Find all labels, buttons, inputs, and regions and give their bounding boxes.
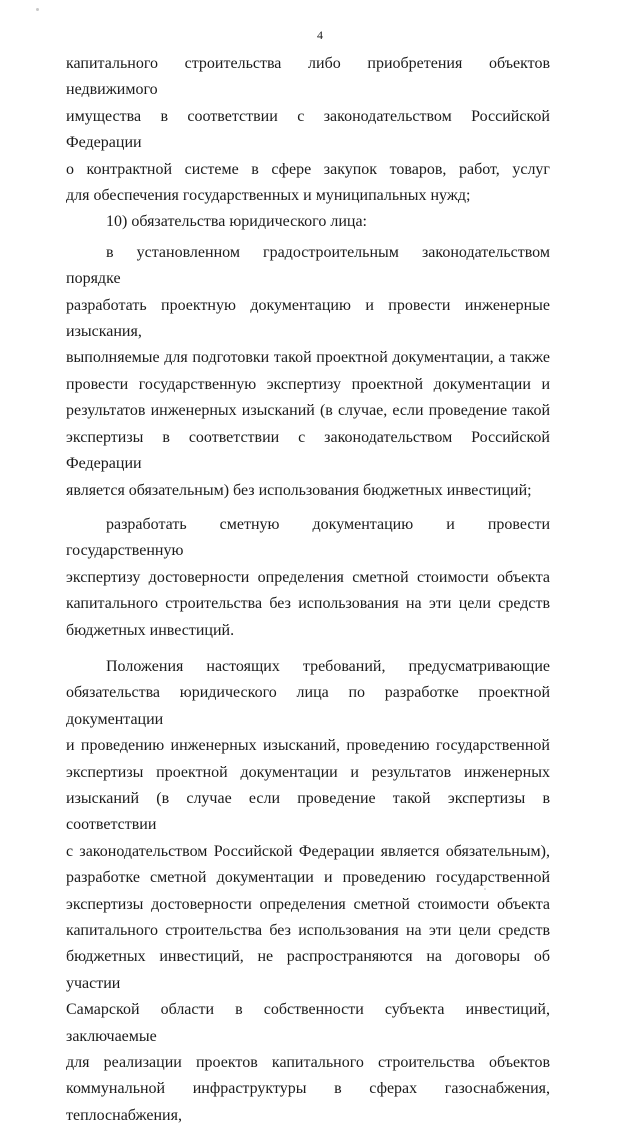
text-line: имущества в соответствии с законодательством Российской Федерации xyxy=(66,107,550,152)
paragraph xyxy=(66,51,550,209)
text-line: для обеспечения государственных и муниципальных нужд; xyxy=(66,187,471,205)
text-line: разработать проектную документацию и провести инженерные изыскания, xyxy=(66,296,550,341)
paragraph xyxy=(66,654,550,1129)
paragraph xyxy=(66,240,550,504)
text-line: Самарской области в собственности субъекта инвестиций, заключаемые xyxy=(66,1001,550,1045)
text-line: в установленном градостроительным законодательством порядке xyxy=(66,243,550,288)
text-line: изысканий (в случае если проведение такой экспертизы в соответствии xyxy=(66,789,550,834)
text-line: является обязательным) без использования бюджетных инвестиций; xyxy=(66,481,532,499)
text-line: бюджетных инвестиций. xyxy=(66,621,235,639)
text-line: бюджетных инвестиций, не распространяются на договоры об участии xyxy=(66,948,550,992)
page-number: 4 xyxy=(317,28,323,42)
text-line: экспертизы проектной документации и результатов инженерных xyxy=(66,763,550,781)
document-body xyxy=(66,51,550,1129)
text-line: с законодательством Российской Федерации является обязательным), xyxy=(66,842,550,860)
text-line: выполняемые для подготовки такой проектной документации, а также xyxy=(66,349,550,367)
paragraph xyxy=(66,512,550,644)
text-line: разработке сметной документации и проведению государственной xyxy=(66,869,550,887)
text-line: капитального строительства без использования на эти цели средств xyxy=(66,595,550,613)
text-line: обязательства юридического лица по разработке проектной документации xyxy=(66,684,550,728)
text-line: разработать сметную документацию и провести государственную xyxy=(66,515,550,560)
text-line: о контрактной системе в сфере закупок товаров, работ, услуг xyxy=(66,160,550,178)
text-line: и проведению инженерных изысканий, проведению государственной xyxy=(66,737,550,755)
text-line: результатов инженерных изысканий (в случае, если проведение такой xyxy=(66,402,550,420)
text-line: капитального строительства либо приобретения объектов недвижимого xyxy=(66,55,550,99)
text-line: Положения настоящих требований, предусматривающие xyxy=(106,657,550,675)
text-line: экспертизы в соответствии с законодательством Российской Федерации xyxy=(66,428,550,473)
text-line: капитального строительства без использования на эти цели средств xyxy=(66,922,550,939)
paragraph xyxy=(66,209,550,235)
text-line: коммунальной инфраструктуры в сферах газоснабжения, теплоснабжения, xyxy=(66,1080,550,1124)
text-line: экспертизу достоверности определения сметной стоимости объекта xyxy=(66,568,550,586)
text-line: провести государственную экспертизу проектной документации и xyxy=(66,375,550,393)
scan-artifact xyxy=(36,8,39,11)
text-line: экспертизы достоверности определения сметной стоимости объекта xyxy=(66,895,550,913)
text-line: 10) обязательства юридического лица: xyxy=(106,213,367,231)
text-line: для реализации проектов капитального строительства объектов xyxy=(66,1054,550,1072)
